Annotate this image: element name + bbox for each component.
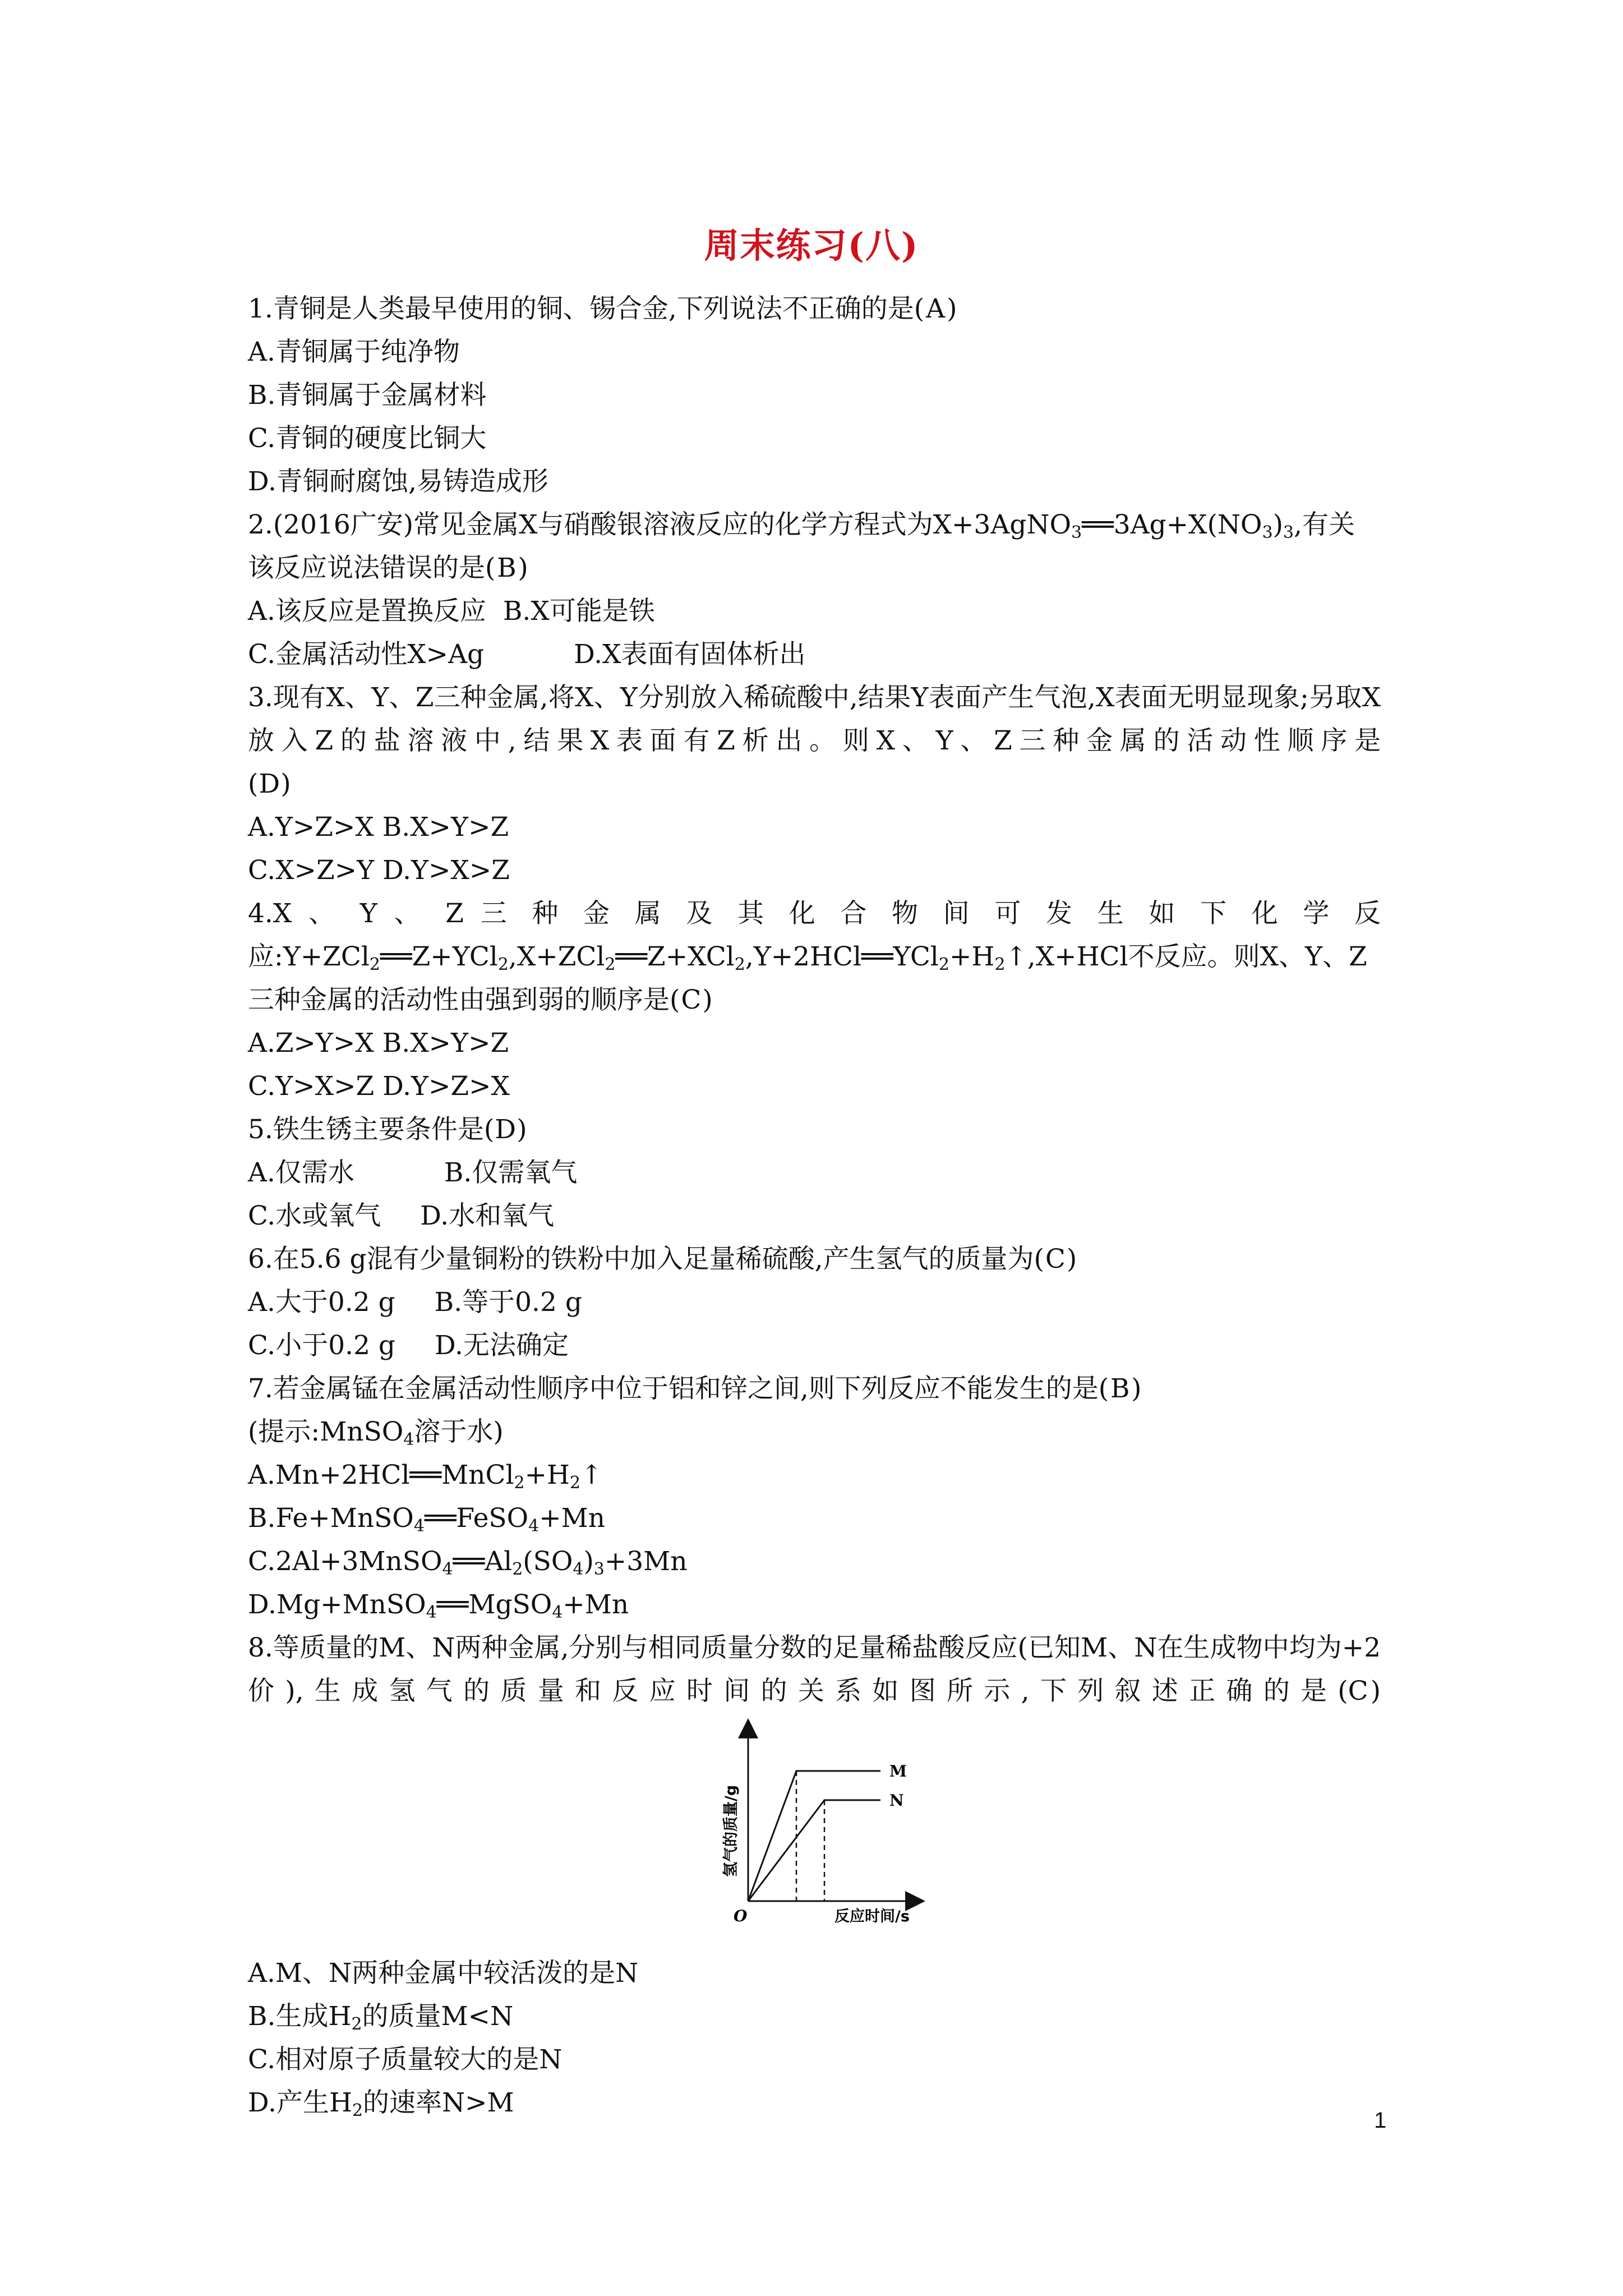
curve-n xyxy=(748,1800,880,1901)
reaction-graph-svg xyxy=(702,1716,938,1940)
q8-option-d: D.产生$H_2$的速率N>M xyxy=(248,2087,514,2120)
curve-m xyxy=(748,1771,880,1901)
label-n: N xyxy=(889,1791,904,1810)
page-title: 周末练习(八) xyxy=(704,225,919,266)
question-8: 8.等质量的M、N两种金属,分别与相同质量分数的足量稀盐酸反应(已知M、N在生成物中均为+2价),生成氢气的质量和反应时间的关系如图所示,下列叙述正确的是(C) xyxy=(248,1626,1381,1713)
q3-answer-line: (D) xyxy=(248,762,1381,806)
question-4: 4.X 、 Y 、 Z 三 种 金 属 及 其 化 合 物 间 可 发 生 如 下 化 学 反 xyxy=(248,898,1381,929)
question-list xyxy=(248,287,1381,2124)
q8-option-c: C.相对原子质量较大的是N xyxy=(248,2044,562,2075)
question-6: 6.在5.6 g混有少量铜粉的铁粉中加入足量稀硫酸,产生氢气的质量为(C) xyxy=(248,1237,1381,1281)
x-axis-label: 反应时间/s xyxy=(834,1908,910,1925)
answer-4: C xyxy=(681,984,702,1015)
question-5: 5.铁生锈主要条件是(D) xyxy=(248,1108,1381,1151)
answer-6: C xyxy=(1045,1244,1066,1274)
q1-option-a: A.青铜属于纯净物 xyxy=(248,337,460,367)
q1-option-d: D.青铜耐腐蚀,易铸造成形 xyxy=(248,466,548,497)
q5-options-ab: A.仅需水 B.仅需氧气 xyxy=(248,1157,578,1188)
reaction-graph xyxy=(248,1716,1381,1946)
q3-options-ab: A.Y>Z>X B.X>Y>Z xyxy=(248,812,509,843)
q7-option-a: $A.Mn+2HCl══MnCl_2+H_2↑$ xyxy=(248,1460,603,1493)
answer-2: B xyxy=(497,553,517,583)
q8-option-b: B.生成$H_2$的质量M<N xyxy=(248,2001,514,2034)
y-axis-label: 氢气的质量/g xyxy=(722,1784,740,1878)
q2-options-cd: C.金属活动性X>Ag D.X表面有固体析出 xyxy=(248,639,806,670)
q7-hint: (提示:MnSO$_4$溶于水) xyxy=(248,1416,504,1450)
q8-option-a: A.M、N两种金属中较活泼的是N xyxy=(248,1958,639,1989)
question-1: 1.青铜是人类最早使用的铜、锡合金,下列说法不正确的是(A) xyxy=(248,287,1381,330)
question-2: 2.(2016广安)常见金属X与硝酸银溶液反应的化学方程式为$X+3AgNO_3══3Ag+X(NO_3)_3$,有关该反应说法错误的是(B) xyxy=(248,503,1381,590)
answer-5: D xyxy=(495,1114,517,1145)
label-m: M xyxy=(889,1762,907,1780)
page-number: 1 xyxy=(1374,2108,1387,2133)
q6-options-cd: C.小于0.2 g D.无法确定 xyxy=(248,1330,569,1361)
answer-7: B xyxy=(1110,1373,1130,1404)
q2-options-ab: A.该反应是置换反应 B.X可能是铁 xyxy=(248,596,655,627)
q4-options-cd: C.Y>X>Z D.Y>Z>X xyxy=(248,1071,510,1102)
q7-option-b: B.Fe+MnSO$_4$══FeSO$_4$+Mn xyxy=(248,1503,605,1536)
q4-question: 三种金属的活动性由强到弱的顺序是(C) xyxy=(248,978,1381,1022)
q1-option-c: C.青铜的硬度比铜大 xyxy=(248,423,487,454)
question-7: 7.若金属锰在金属活动性顺序中位于铝和锌之间,则下列反应不能发生的是(B) xyxy=(248,1367,1381,1410)
answer-3: D xyxy=(259,769,280,799)
q4-equations: 应$:Y+ZCl_2══Z+YCl_2,X+ZCl_2══Z+XCl_2,Y+2HCl══YCl_2+H_2↑,X+HCl$不反应。则X、Y、Z xyxy=(248,941,1367,974)
q3-options-cd: C.X>Z>Y D.Y>X>Z xyxy=(248,855,510,886)
question-3: 3.现有X、Y、Z三种金属,将X、Y分别放入稀硫酸中,结果Y表面产生气泡,X表面无明显现象;另取X放入Z的盐溶液中,结果X表面有Z析出。则X、Y、Z三种金属的活动性顺序是 xyxy=(248,682,1381,756)
q4-options-ab: A.Z>Y>X B.X>Y>Z xyxy=(248,1028,509,1059)
answer-8: C xyxy=(1348,1676,1368,1706)
q7-option-d: D.Mg+MnSO$_4$══MgSO$_4$+Mn xyxy=(248,1589,629,1622)
q1-option-b: B.青铜属于金属材料 xyxy=(248,380,487,411)
q6-options-ab: A.大于0.2 g B.等于0.2 g xyxy=(248,1287,582,1318)
q7-option-c: $C.2Al+3MnSO_4══Al_2(SO_4)_3+3Mn$ xyxy=(248,1546,688,1579)
origin-label: O xyxy=(734,1907,748,1925)
q5-options-cd: C.水或氧气 D.水和氧气 xyxy=(248,1200,555,1231)
answer-1: A xyxy=(926,293,946,324)
